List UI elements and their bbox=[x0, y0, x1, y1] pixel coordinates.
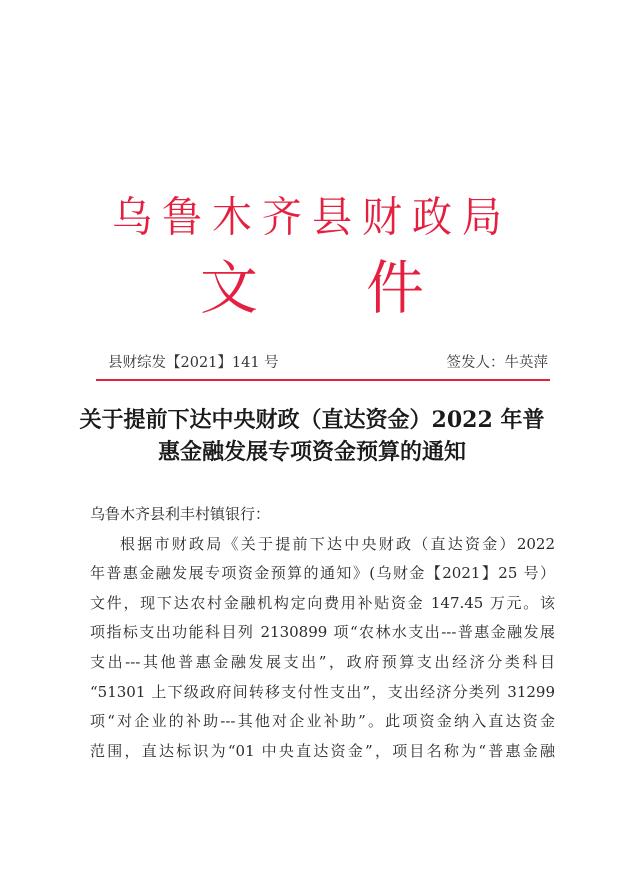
body-line: 项“对企业的补助---其他对企业补助”。此项资金纳入直达资金 bbox=[90, 712, 555, 731]
document-type-heading bbox=[0, 252, 624, 324]
body-line: 范围，直达标识为“01 中央直达资金”，项目名称为“普惠金融 bbox=[90, 741, 555, 760]
document-title bbox=[0, 404, 624, 468]
body-line: 文件，现下达农村金融机构定向费用补贴资金 147.45 万元。该 bbox=[90, 593, 555, 612]
body-line: 支出---其他普惠金融发展支出”，政府预算支出经济分类科目 bbox=[90, 652, 555, 671]
document-number: 县财综发【2021】141 号 bbox=[108, 355, 279, 371]
document-meta-row bbox=[108, 352, 548, 374]
document-type-char-1: 文 bbox=[199, 254, 258, 322]
signer: 签发人：牛英萍 bbox=[446, 355, 548, 371]
title-line-2: 惠金融发展专项资金预算的通知 bbox=[157, 439, 466, 465]
document-type-char-2: 件 bbox=[366, 254, 425, 322]
issuing-authority-name: 乌鲁木齐县财政局 bbox=[112, 193, 512, 243]
document-body bbox=[90, 500, 555, 766]
body-paragraph bbox=[90, 530, 555, 767]
body-line: 年普惠金融发展专项资金预算的通知》(乌财金【2021】25 号） bbox=[90, 564, 555, 583]
red-separator-line bbox=[96, 379, 550, 381]
body-line: “51301 上下级政府间转移支付性支出”，支出经济分类列 31299 bbox=[90, 682, 555, 701]
addressee: 乌鲁木齐县利丰村镇银行： bbox=[90, 505, 271, 523]
body-line: 根据市财政局《关于提前下达中央财政（直达资金）2022 bbox=[120, 534, 555, 553]
title-line-1: 关于提前下达中央财政（直达资金）2022 年普 bbox=[79, 407, 545, 433]
body-line: 项指标支出功能科目列 2130899 项“农林水支出---普惠金融发展 bbox=[90, 623, 555, 642]
